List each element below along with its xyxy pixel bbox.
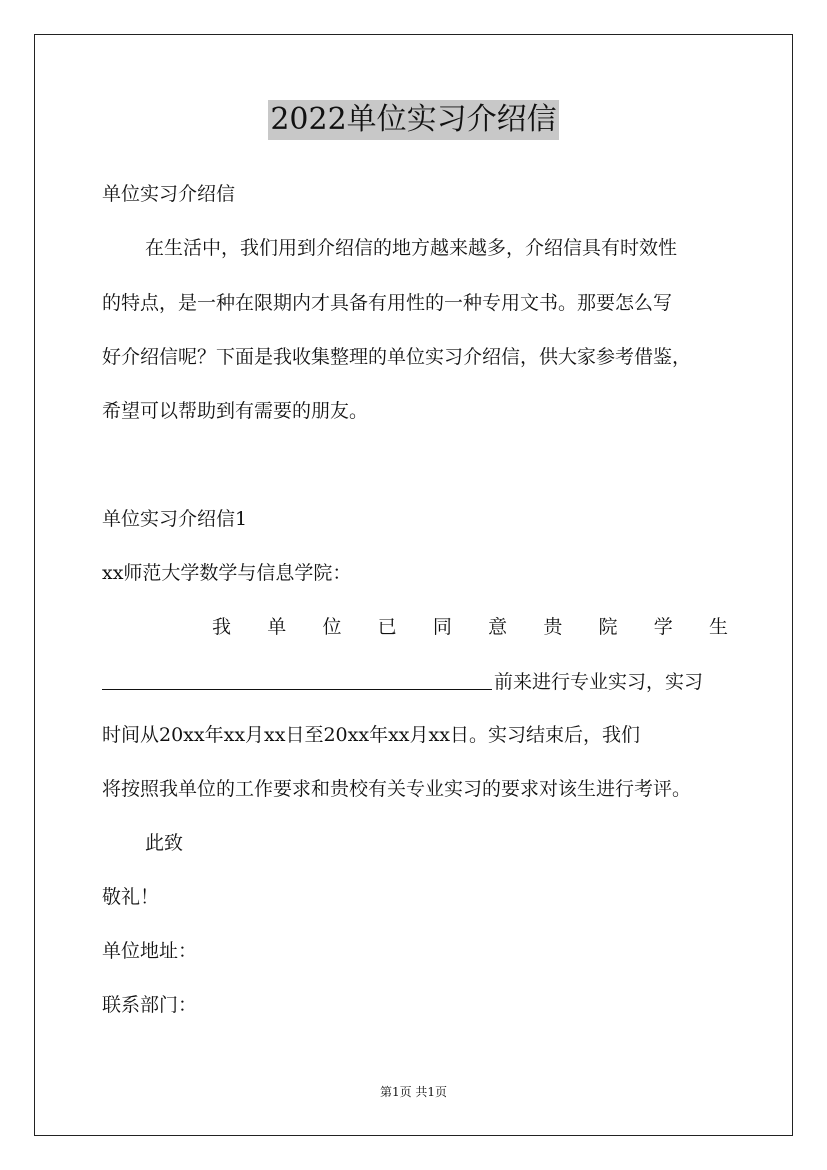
blank-name-line [102,669,728,694]
spread-word: 学 [653,616,673,638]
letter-heading: 单位实习介绍信1 [102,508,248,530]
spread-word: 生 [708,616,728,638]
intro-line-2: 的特点，是一种在限期内才具备有用性的一种专用文书。那要怎么写 [102,292,673,314]
spread-word: 贵 [543,616,563,638]
closing-salutation: 此致 [145,832,184,854]
spread-word: 位 [322,616,342,638]
spread-text-row [102,615,728,639]
department-label: 联系部门： [102,994,198,1016]
letter-body-line-1: 时间从20xx年xx月xx日至20xx年xx月xx日。实习结束后，我们 [102,724,640,746]
intro-line-4: 希望可以帮助到有需要的朋友。 [102,400,369,422]
spread-word: 已 [377,616,397,638]
spread-word: 意 [488,616,508,638]
blank-suffix-text: 前来进行专业实习，实习 [494,671,704,693]
student-name-blank [102,669,492,690]
letter-body-line-2: 将按照我单位的工作要求和贵校有关专业实习的要求对该生进行考评。 [102,778,692,800]
document-title: 2022单位实习介绍信 [268,100,558,140]
section-heading: 单位实习介绍信 [102,183,236,205]
spread-word: 同 [432,616,452,638]
spread-word: 我 [212,616,232,638]
spread-word: 单 [267,616,287,638]
intro-line-3: 好介绍信呢？下面是我收集整理的单位实习介绍信，供大家参考借鉴， [102,346,692,368]
letter-recipient: xx师范大学数学与信息学院： [102,562,352,584]
page-footer: 第1页 共1页 [379,1085,448,1099]
closing-regards: 敬礼！ [102,886,160,908]
intro-line-1: 在生活中，我们用到介绍信的地方越来越多，介绍信具有时效性 [145,237,678,259]
spread-word: 院 [598,616,618,638]
title-container [0,100,827,140]
address-label: 单位地址： [102,940,198,962]
spread-words [212,615,728,639]
